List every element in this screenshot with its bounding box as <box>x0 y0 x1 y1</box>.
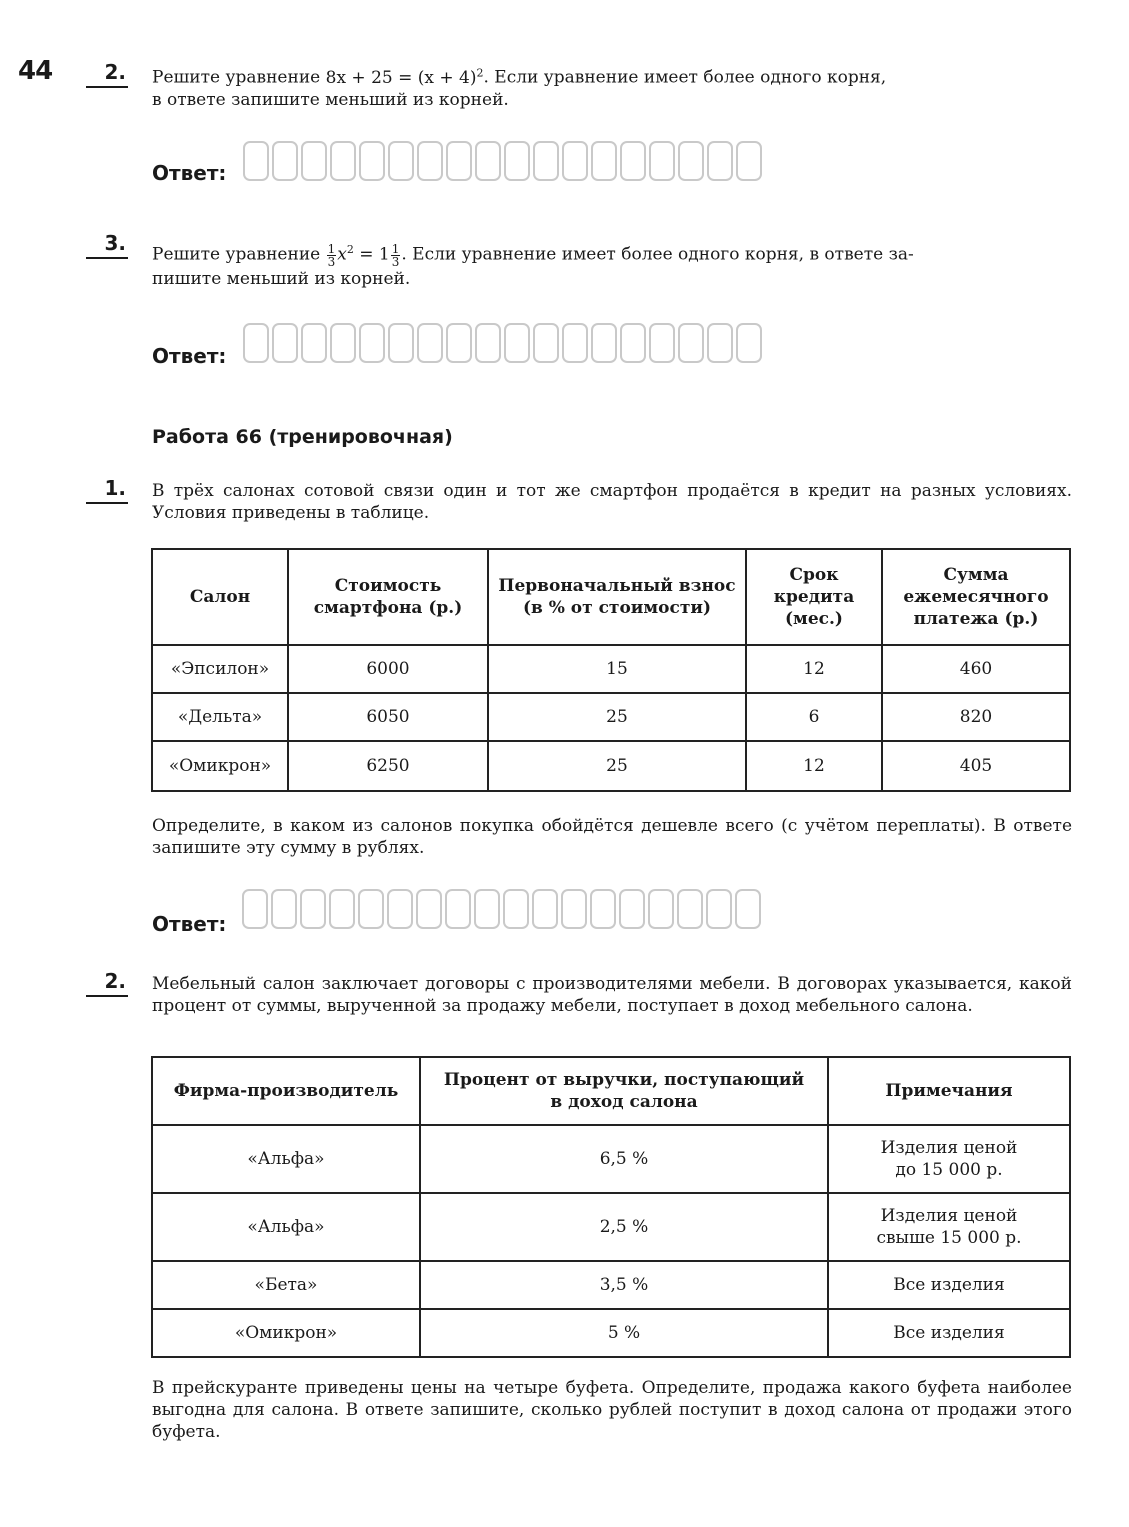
answer-cell[interactable] <box>678 323 704 363</box>
answer-cell[interactable] <box>416 889 442 929</box>
answer-cell[interactable] <box>707 323 733 363</box>
table-header: Фирма-производитель <box>152 1057 420 1125</box>
answer-cell[interactable] <box>446 141 472 181</box>
answer-cell[interactable] <box>735 889 761 929</box>
answer-cell[interactable] <box>504 141 530 181</box>
task-2-text: Мебельный салон заключает договоры с производителями мебели. В договорах указывается, какой процент от суммы, вырученной за продажу мебели, поступает в доход мебельного салона. <box>152 974 1072 1016</box>
table-header: Первоначальный взнос (в % от стоимости) <box>488 549 746 645</box>
answer-cell[interactable] <box>591 323 617 363</box>
answer-cell[interactable] <box>388 141 414 181</box>
task-2-prev-text: Решите уравнение $8x + 25 = (x + 4)^2$. Если уравнение имеет более одного корня, в ответе запишите меньший из корней. <box>152 66 887 110</box>
answer-cell[interactable] <box>474 889 500 929</box>
answer-label: Ответ: <box>152 344 227 368</box>
table-cell: «Дельта» <box>152 693 288 741</box>
table-cell: 2,5 % <box>420 1193 828 1261</box>
answer-cell[interactable] <box>620 141 646 181</box>
answer-label: Ответ: <box>152 161 227 185</box>
table-cell: Изделия ценой до 15 000 р. <box>828 1125 1070 1193</box>
answer-cell[interactable] <box>387 889 413 929</box>
answer-cell[interactable] <box>561 889 587 929</box>
answer-cell[interactable] <box>706 889 732 929</box>
task-line-2: в ответе запишите меньший из корней. <box>152 89 509 110</box>
section-title: Работа 66 (тренировочная) <box>152 426 453 448</box>
table-cell: 6,5 % <box>420 1125 828 1193</box>
table-row <box>152 741 1070 791</box>
page-number: 44 <box>18 56 53 86</box>
table-cell: «Альфа» <box>152 1125 420 1193</box>
table-cell: «Омикрон» <box>152 741 288 791</box>
answer-cell[interactable] <box>445 889 471 929</box>
table-cell: Все изделия <box>828 1309 1070 1357</box>
table-cell: «Альфа» <box>152 1193 420 1261</box>
answer-cell[interactable] <box>591 141 617 181</box>
table-cell: 6 <box>746 693 882 741</box>
answer-cell[interactable] <box>678 141 704 181</box>
answer-cell[interactable] <box>330 323 356 363</box>
answer-cell[interactable] <box>330 141 356 181</box>
table-header-row <box>152 549 1070 645</box>
answer-cell[interactable] <box>503 889 529 929</box>
furniture-commission-table <box>151 1056 1071 1358</box>
answer-cell[interactable] <box>300 889 326 929</box>
answer-cell[interactable] <box>243 323 269 363</box>
answer-cell[interactable] <box>359 323 385 363</box>
answer-cell[interactable] <box>736 141 762 181</box>
table-cell: 12 <box>746 741 882 791</box>
table-header: Примечания <box>828 1057 1070 1125</box>
answer-cell[interactable] <box>359 141 385 181</box>
table-cell: Все изделия <box>828 1261 1070 1309</box>
equation: $8x + 25 = (x + 4)^2$ <box>325 66 484 88</box>
credit-conditions-table <box>151 548 1071 792</box>
table-cell: 5 % <box>420 1309 828 1357</box>
answer-cell[interactable] <box>301 323 327 363</box>
answer-cell[interactable] <box>649 141 675 181</box>
answer-cell[interactable] <box>707 141 733 181</box>
table-cell: «Бета» <box>152 1261 420 1309</box>
answer-cell[interactable] <box>475 141 501 181</box>
table-cell: 460 <box>882 645 1070 693</box>
answer-cell[interactable] <box>329 889 355 929</box>
table-header-row <box>152 1057 1070 1125</box>
answer-cell[interactable] <box>649 323 675 363</box>
table-cell: 15 <box>488 645 746 693</box>
answer-cell[interactable] <box>417 141 443 181</box>
table-row <box>152 1261 1070 1309</box>
answer-cell[interactable] <box>301 141 327 181</box>
answer-cell[interactable] <box>417 323 443 363</box>
answer-cell[interactable] <box>446 323 472 363</box>
table-cell: 3,5 % <box>420 1261 828 1309</box>
answer-cell[interactable] <box>533 141 559 181</box>
answer-label: Ответ: <box>152 912 227 936</box>
answer-cell[interactable] <box>243 141 269 181</box>
table-header: Сумма ежемесячного платежа (р.) <box>882 549 1070 645</box>
task-number: 2. <box>86 969 126 993</box>
task-intro: Решите уравнение <box>152 67 321 88</box>
answer-cell[interactable] <box>648 889 674 929</box>
answer-cell[interactable] <box>677 889 703 929</box>
answer-cell[interactable] <box>242 889 268 929</box>
answer-cell[interactable] <box>533 323 559 363</box>
answer-field[interactable] <box>242 889 761 929</box>
task-number: 3. <box>86 231 126 255</box>
table-cell: «Омикрон» <box>152 1309 420 1357</box>
table-cell: 820 <box>882 693 1070 741</box>
answer-cell[interactable] <box>272 323 298 363</box>
table-row <box>152 693 1070 741</box>
answer-field[interactable] <box>243 323 762 363</box>
table-cell: 25 <box>488 693 746 741</box>
table-cell: 6000 <box>288 645 488 693</box>
table-cell: 6250 <box>288 741 488 791</box>
table-row <box>152 1125 1070 1193</box>
table-header: Салон <box>152 549 288 645</box>
table-cell: 25 <box>488 741 746 791</box>
task-number: 2. <box>86 60 126 84</box>
answer-cell[interactable] <box>358 889 384 929</box>
table-header: Процент от выручки, поступающий в доход салона <box>420 1057 828 1125</box>
task-1-after-text: Определите, в каком из салонов покупка обойдётся дешевле всего (с учётом переплаты). В ответе запишите эту сумму в рублях. <box>152 816 1072 858</box>
table-cell: 12 <box>746 645 882 693</box>
task-2-after-text: В прейскуранте приведены цены на четыре буфета. Определите, продажа какого буфета наиболее выгодна для салона. В ответе запишите, сколько рублей поступит в доход салона от продажи этого буфета. <box>152 1378 1072 1442</box>
table-cell: Изделия ценой свыше 15 000 р. <box>828 1193 1070 1261</box>
answer-cell[interactable] <box>271 889 297 929</box>
table-cell: «Эпсилон» <box>152 645 288 693</box>
table-row <box>152 1193 1070 1261</box>
table-cell: 6050 <box>288 693 488 741</box>
answer-cell[interactable] <box>272 141 298 181</box>
answer-cell[interactable] <box>504 323 530 363</box>
answer-cell[interactable] <box>619 889 645 929</box>
answer-cell[interactable] <box>475 323 501 363</box>
task-number: 1. <box>86 476 126 500</box>
answer-cell[interactable] <box>620 323 646 363</box>
table-row <box>152 1309 1070 1357</box>
answer-cell[interactable] <box>532 889 558 929</box>
task-1-text: В трёх салонах сотовой связи один и тот же смартфон продаётся в кредит на разных условиях. Условия приведены в таблице. <box>152 481 1072 523</box>
answer-cell[interactable] <box>562 141 588 181</box>
table-header: Стоимость смартфона (р.) <box>288 549 488 645</box>
table-cell: 405 <box>882 741 1070 791</box>
task-3-prev-text: Решите уравнение $\frac{1}{3}$ $x^2 = 1$ $\frac{1}{3}$ . Если уравнение имеет более одного корня, в ответе за- <box>152 241 914 269</box>
table-header: Срок кредита (мес.) <box>746 549 882 645</box>
answer-cell[interactable] <box>590 889 616 929</box>
task-line-2: пишите меньший из корней. <box>152 269 411 289</box>
answer-cell[interactable] <box>388 323 414 363</box>
answer-field[interactable] <box>243 141 762 181</box>
answer-cell[interactable] <box>562 323 588 363</box>
answer-cell[interactable] <box>736 323 762 363</box>
table-row <box>152 645 1070 693</box>
